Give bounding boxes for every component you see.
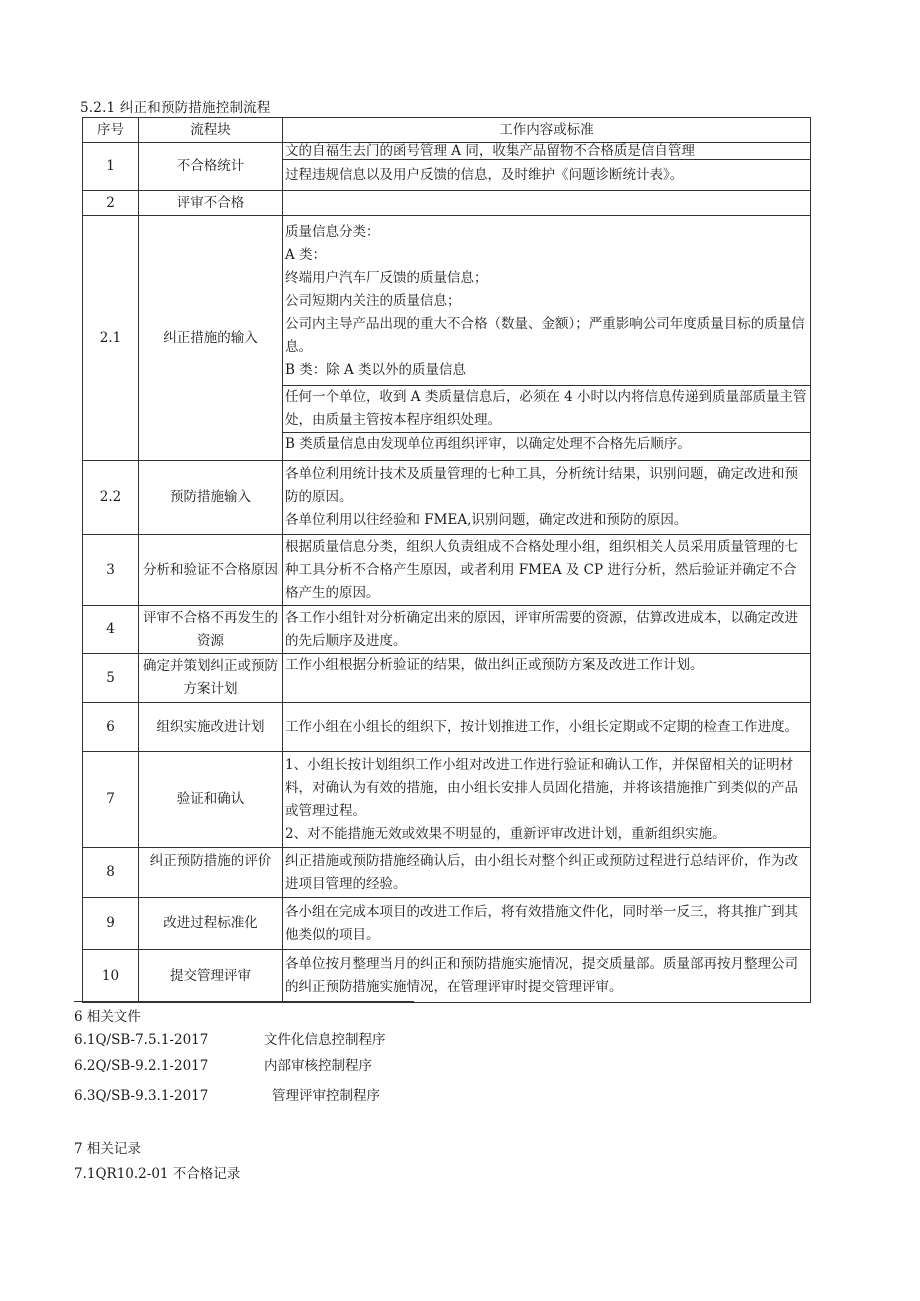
content-line: 1、小组长按计划组织工作小组对改进工作进行验证和确认工作，并保留相关的证明材料，对确认为有效的措施，由小组长安排人员固化措施，并将该措施推广到类似的产品或管理过程。 bbox=[285, 756, 798, 819]
row-content: 纠正措施或预防措施经确认后，由小组长对整个纠正或预防过程进行总结评价，作为改进项目管理的经验。 bbox=[283, 848, 811, 898]
content-line: A 类： bbox=[285, 246, 327, 263]
row-block: 评审不合格不再发生的资源 bbox=[139, 606, 283, 654]
row-content: 工作小组根据分析验证的结果，做出纠正或预防方案及改进工作计划。 bbox=[283, 654, 811, 703]
row-no: 2.2 bbox=[83, 461, 139, 535]
row-no: 2 bbox=[83, 191, 139, 216]
row-block: 确定并策划纠正或预防方案计划 bbox=[139, 654, 283, 703]
related-records-title: 7 相关记录 bbox=[74, 1141, 141, 1157]
content-line: 各单位利用统计技术及质量管理的七种工具，分析统计结果，识别问题，确定改进和预防的原因。 bbox=[285, 466, 798, 505]
row-block: 纠正措施的输入 bbox=[139, 216, 283, 461]
table-row bbox=[83, 654, 811, 703]
row-block: 纠正预防措施的评价 bbox=[139, 848, 283, 898]
related-record-item: 7.1QR10.2-01 不合格记录 bbox=[74, 1166, 241, 1182]
table-row bbox=[83, 143, 811, 191]
row-block: 评审不合格 bbox=[139, 191, 283, 216]
content-line: B 类质量信息由发现单位再组织评审，以确定处理不合格先后顺序。 bbox=[282, 432, 810, 456]
related-doc-item bbox=[74, 1028, 386, 1048]
row-content: 工作小组在小组长的组织下，按计划推进工作，小组长定期或不定期的检查工作进度。 bbox=[283, 703, 811, 752]
row-block: 分析和验证不合格原因 bbox=[139, 535, 283, 606]
row-no: 9 bbox=[83, 898, 139, 950]
row-no: 10 bbox=[83, 950, 139, 1003]
content-line: 过程违规信息以及用户反馈的信息，及时维护《问题诊断统计表》。 bbox=[282, 159, 810, 190]
table-row bbox=[83, 752, 811, 848]
divider-line bbox=[74, 1001, 414, 1002]
section-title: 5.2.1 纠正和预防措施控制流程 bbox=[80, 100, 271, 116]
table-row bbox=[83, 606, 811, 654]
doc-code: 6.2Q/SB-9.2.1-2017 bbox=[74, 1058, 209, 1074]
row-no: 6 bbox=[83, 703, 139, 752]
table-row bbox=[83, 898, 811, 950]
related-doc-item bbox=[74, 1084, 380, 1104]
row-content: 各工作小组针对分析确定出来的原因，评审所需要的资源，估算改进成本，以确定改进的先后顺序及进度。 bbox=[283, 606, 811, 654]
row-no: 2.1 bbox=[83, 216, 139, 461]
row-content bbox=[283, 191, 811, 216]
row-no: 3 bbox=[83, 535, 139, 606]
header-no: 序号 bbox=[83, 118, 139, 143]
content-line: 文的自福生去门的函号管理 A 同，收集产品留物不合格质是信自管理 bbox=[285, 143, 695, 159]
doc-code: 6.3Q/SB-9.3.1-2017 bbox=[74, 1088, 209, 1104]
content-line: 2、对不能措施无效或效果不明显的，重新评审改进计划，重新组织实施。 bbox=[285, 825, 726, 842]
content-line: 各单位利用以往经验和 FMEA,识别问题，确定改进和预防的原因。 bbox=[285, 512, 688, 528]
table-header-row bbox=[83, 118, 811, 143]
row-no: 7 bbox=[83, 752, 139, 848]
row-block: 提交管理评审 bbox=[139, 950, 283, 1003]
row-block: 预防措施输入 bbox=[139, 461, 283, 535]
doc-name: 管理评审控制程序 bbox=[272, 1088, 380, 1104]
content-line: B 类：除 A 类以外的质量信息 bbox=[285, 361, 467, 378]
table-row bbox=[83, 216, 811, 461]
table-row bbox=[83, 461, 811, 535]
row-no: 1 bbox=[83, 143, 139, 191]
header-content: 工作内容或标准 bbox=[283, 118, 811, 143]
row-content: 根据质量信息分类，组织人负责组成不合格处理小组，组织相关人员采用质量管理的七种工具分析不合格产生原因，或者利用 FMEA 及 CP 进行分析，然后验证并确定不合格产生的原因。 bbox=[283, 535, 811, 606]
table-row bbox=[83, 191, 811, 216]
table-row bbox=[83, 950, 811, 1003]
row-content bbox=[283, 216, 811, 461]
row-content bbox=[283, 752, 811, 848]
related-doc-item bbox=[74, 1054, 372, 1074]
doc-name: 内部审核控制程序 bbox=[264, 1058, 372, 1074]
content-line: 公司短期内关注的质量信息； bbox=[285, 292, 461, 309]
row-no: 5 bbox=[83, 654, 139, 703]
row-block: 改进过程标准化 bbox=[139, 898, 283, 950]
header-block: 流程块 bbox=[139, 118, 283, 143]
row-content bbox=[283, 461, 811, 535]
row-no: 8 bbox=[83, 848, 139, 898]
content-line: 质量信息分类： bbox=[285, 223, 380, 240]
row-content bbox=[283, 143, 811, 191]
row-content: 各小组在完成本项目的改进工作后，将有效措施文件化，同时举一反三，将其推广到其他类似的项目。 bbox=[283, 898, 811, 950]
row-block: 验证和确认 bbox=[139, 752, 283, 848]
content-line: 任何一个单位，收到 A 类质量信息后，必须在 4 小时以内将信息传递到质量部质量主管处，由质量主管按本程序组织处理。 bbox=[282, 385, 810, 432]
content-line: 终端用户汽车厂反馈的质量信息； bbox=[285, 269, 488, 286]
table-row bbox=[83, 848, 811, 898]
table-row bbox=[83, 535, 811, 606]
row-block: 组织实施改进计划 bbox=[139, 703, 283, 752]
process-table bbox=[82, 117, 811, 1003]
doc-code: 6.1Q/SB-7.5.1-2017 bbox=[74, 1032, 209, 1048]
table-row bbox=[83, 703, 811, 752]
row-block: 不合格统计 bbox=[139, 143, 283, 191]
content-line: 公司内主导产品出现的重大不合格（数量、金额）；严重影响公司年度质量目标的质量信息。 bbox=[285, 315, 805, 355]
doc-name: 文件化信息控制程序 bbox=[264, 1032, 386, 1048]
row-no: 4 bbox=[83, 606, 139, 654]
related-docs-title: 6 相关文件 bbox=[74, 1009, 141, 1025]
row-content: 各单位按月整理当月的纠正和预防措施实施情况，提交质量部。质量部再按月整理公司的纠正预防措施实施情况，在管理评审时提交管理评审。 bbox=[283, 950, 811, 1003]
